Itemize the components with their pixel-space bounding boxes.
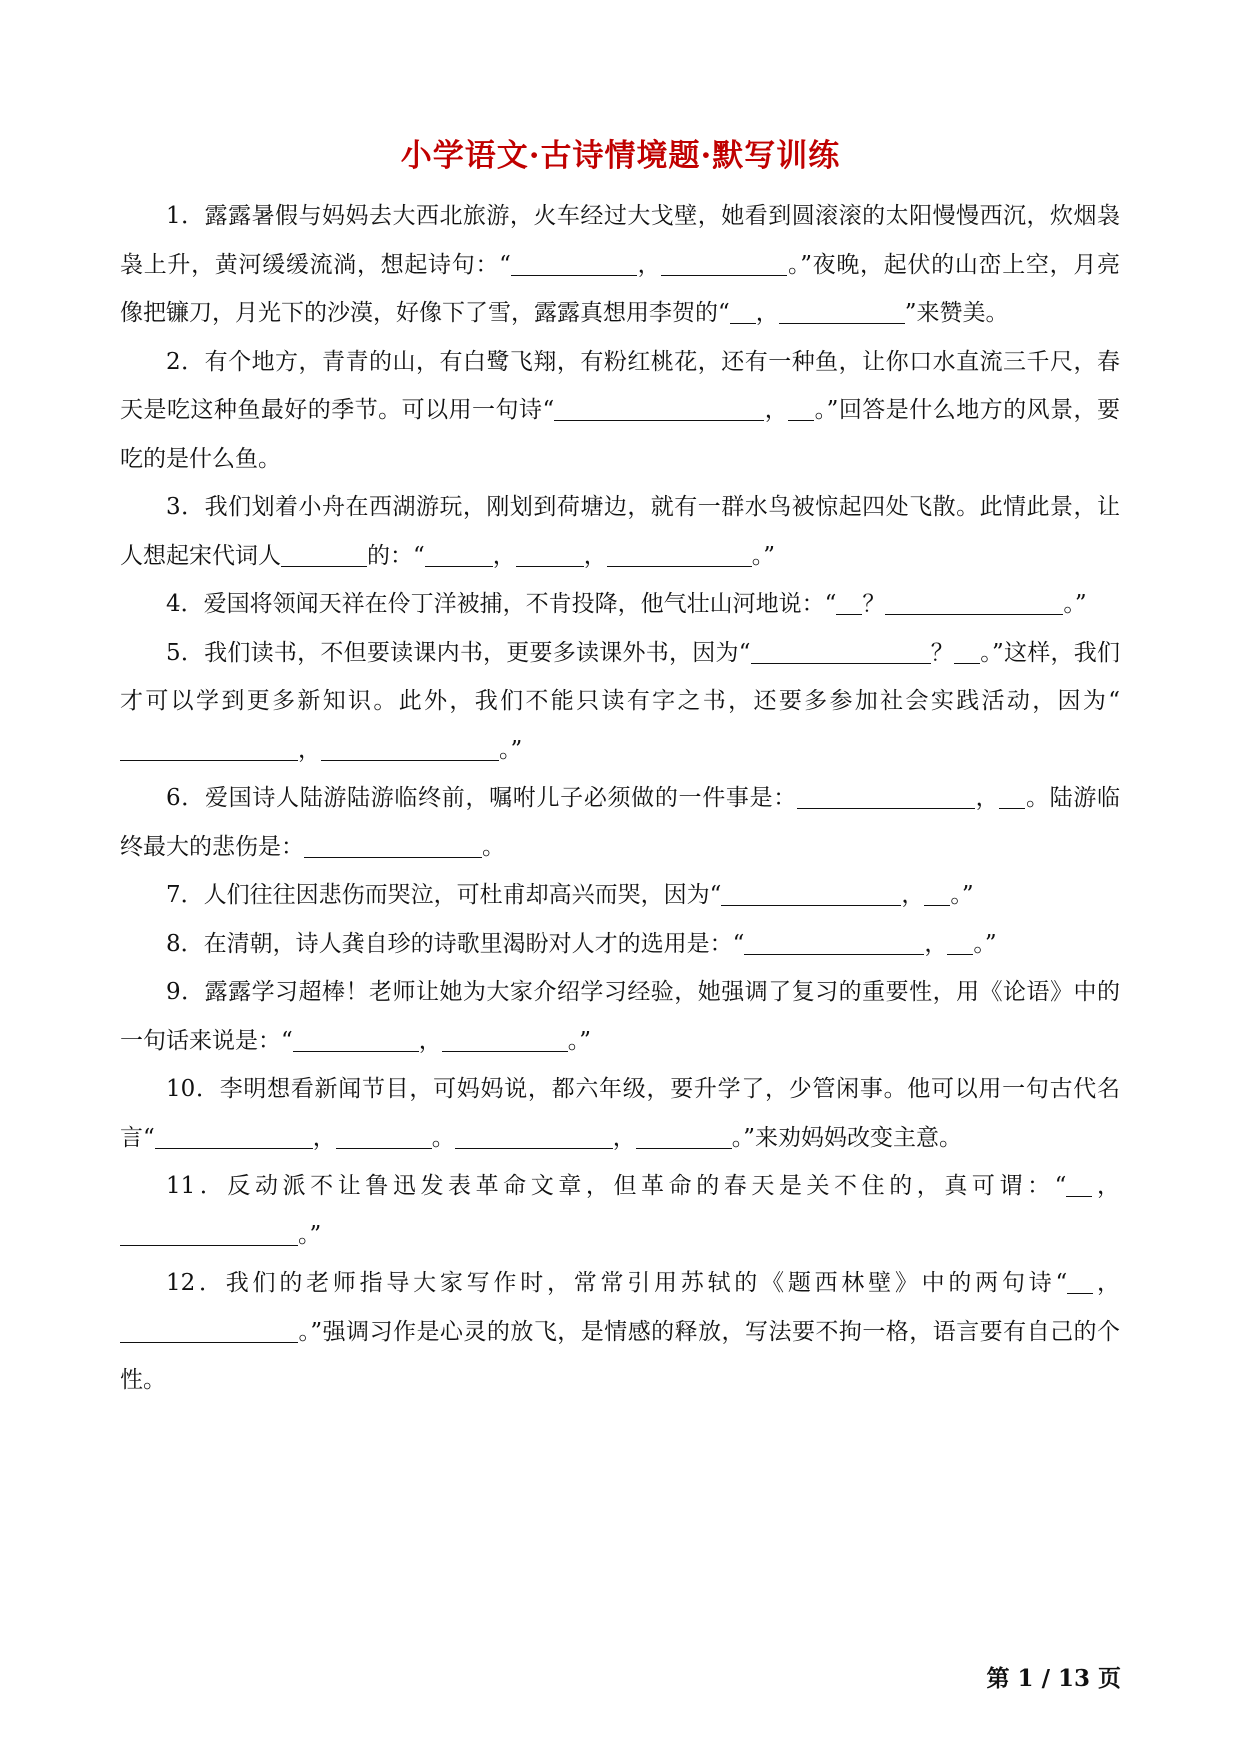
answer-blank [751, 639, 931, 664]
answer-blank [281, 542, 367, 567]
answer-blank [442, 1027, 568, 1052]
question-item: 1．露露暑假与妈妈去大西北旅游，火车经过大戈壁，她看到圆滚滚的太阳慢慢西沉，炊烟袅袅上升，黄河缓缓流淌，想起诗句：“ ， 。”夜晚，起伏的山峦上空，月亮像把镰刀，月光下的沙漠，好像下了雪，露露真想用李贺的“ ， ”来赞美。 [120, 203, 1121, 326]
question-item: 3．我们划着小舟在西湖游玩，刚划到荷塘边，就有一群水鸟被惊起四处飞散。此情此景，让人想起宋代词人 的：“ ， ， 。” [120, 494, 1120, 569]
question-item: 2．有个地方，青青的山，有白鹭飞翔，有粉红桃花，还有一种鱼，让你口水直流三千尺，春天是吃这种鱼最好的季节。可以用一句诗“ ， 。”回答是什么地方的风景，要吃的是什么鱼。 [120, 348, 1121, 472]
answer-blank [321, 736, 499, 761]
question-item: 6．爱国诗人陆游陆游临终前，嘱咐儿子必须做的一件事是： ， 。陆游临终最大的悲伤是： 。 [120, 785, 1121, 860]
question-item: 9．露露学习超棒！老师让她为大家介绍学习经验，她强调了复习的重要性，用《论语》中的一句话来说是：“ ， 。” [120, 979, 1120, 1054]
answer-blank [954, 639, 980, 664]
question-item: 7．人们往往因悲伤而哭泣，可杜甫却高兴而哭，因为“ ， 。” [166, 882, 974, 908]
answer-blank [304, 833, 482, 858]
answer-blank [744, 930, 924, 955]
page-number: 第 1 / 13 页 [986, 1665, 1121, 1692]
question-list [120, 192, 1120, 1405]
answer-blank [947, 930, 973, 955]
answer-blank [788, 396, 814, 421]
answer-blank [661, 251, 787, 276]
page-title: 小学语文·古诗情境题·默写训练 [400, 138, 841, 174]
answer-blank [511, 251, 637, 276]
answer-blank [425, 542, 493, 567]
question-item: 4．爱国将领闻天祥在伶丁洋被捕，不肯投降，他气壮山河地说：“ ？ 。” [166, 591, 1087, 617]
answer-blank [120, 1221, 298, 1246]
answer-blank [455, 1124, 613, 1149]
answer-blank [999, 784, 1025, 809]
answer-blank [885, 590, 1063, 615]
question-item: 8．在清朝，诗人龚自珍的诗歌里渴盼对人才的选用是：“ ， 。” [166, 930, 997, 957]
answer-blank [924, 881, 950, 906]
answer-blank [836, 590, 862, 615]
question-item: 5．我们读书，不但要读课内书，更要多读课外书，因为“ ？ 。”这样，我们才可以学到更多新知识。此外，我们不能只读有字之书，还要多参加社会实践活动，因为“， 。” [120, 639, 1120, 763]
answer-blank [554, 396, 764, 421]
answer-blank [636, 1124, 732, 1149]
answer-blank [120, 736, 298, 761]
answer-blank [779, 299, 905, 324]
answer-blank [1066, 1172, 1092, 1197]
answer-blank [721, 881, 901, 906]
answer-blank [516, 542, 584, 567]
question-item: 10．李明想看新闻节目，可妈妈说，都六年级，要升学了，少管闲事。他可以用一句古代名言“ ， 。 ， 。”来劝妈妈改变主意。 [120, 1076, 1120, 1151]
answer-blank [730, 299, 756, 324]
answer-blank [797, 784, 975, 809]
answer-blank [293, 1027, 419, 1052]
answer-blank [607, 542, 752, 567]
question-item: 11．反动派不让鲁迅发表革命文章，但革命的春天是关不住的，真可谓：“ ，。” [120, 1162, 1120, 1259]
answer-blank [1067, 1269, 1093, 1294]
answer-blank [120, 1318, 298, 1343]
question-item: 12．我们的老师指导大家写作时，常常引用苏轼的《题西林壁》中的两句诗“ ，。”强调习作是心灵的放飞，是情感的释放，写法要不拘一格，语言要有自己的个性。 [120, 1270, 1120, 1393]
answer-blank [336, 1124, 432, 1149]
answer-blank [155, 1124, 313, 1149]
